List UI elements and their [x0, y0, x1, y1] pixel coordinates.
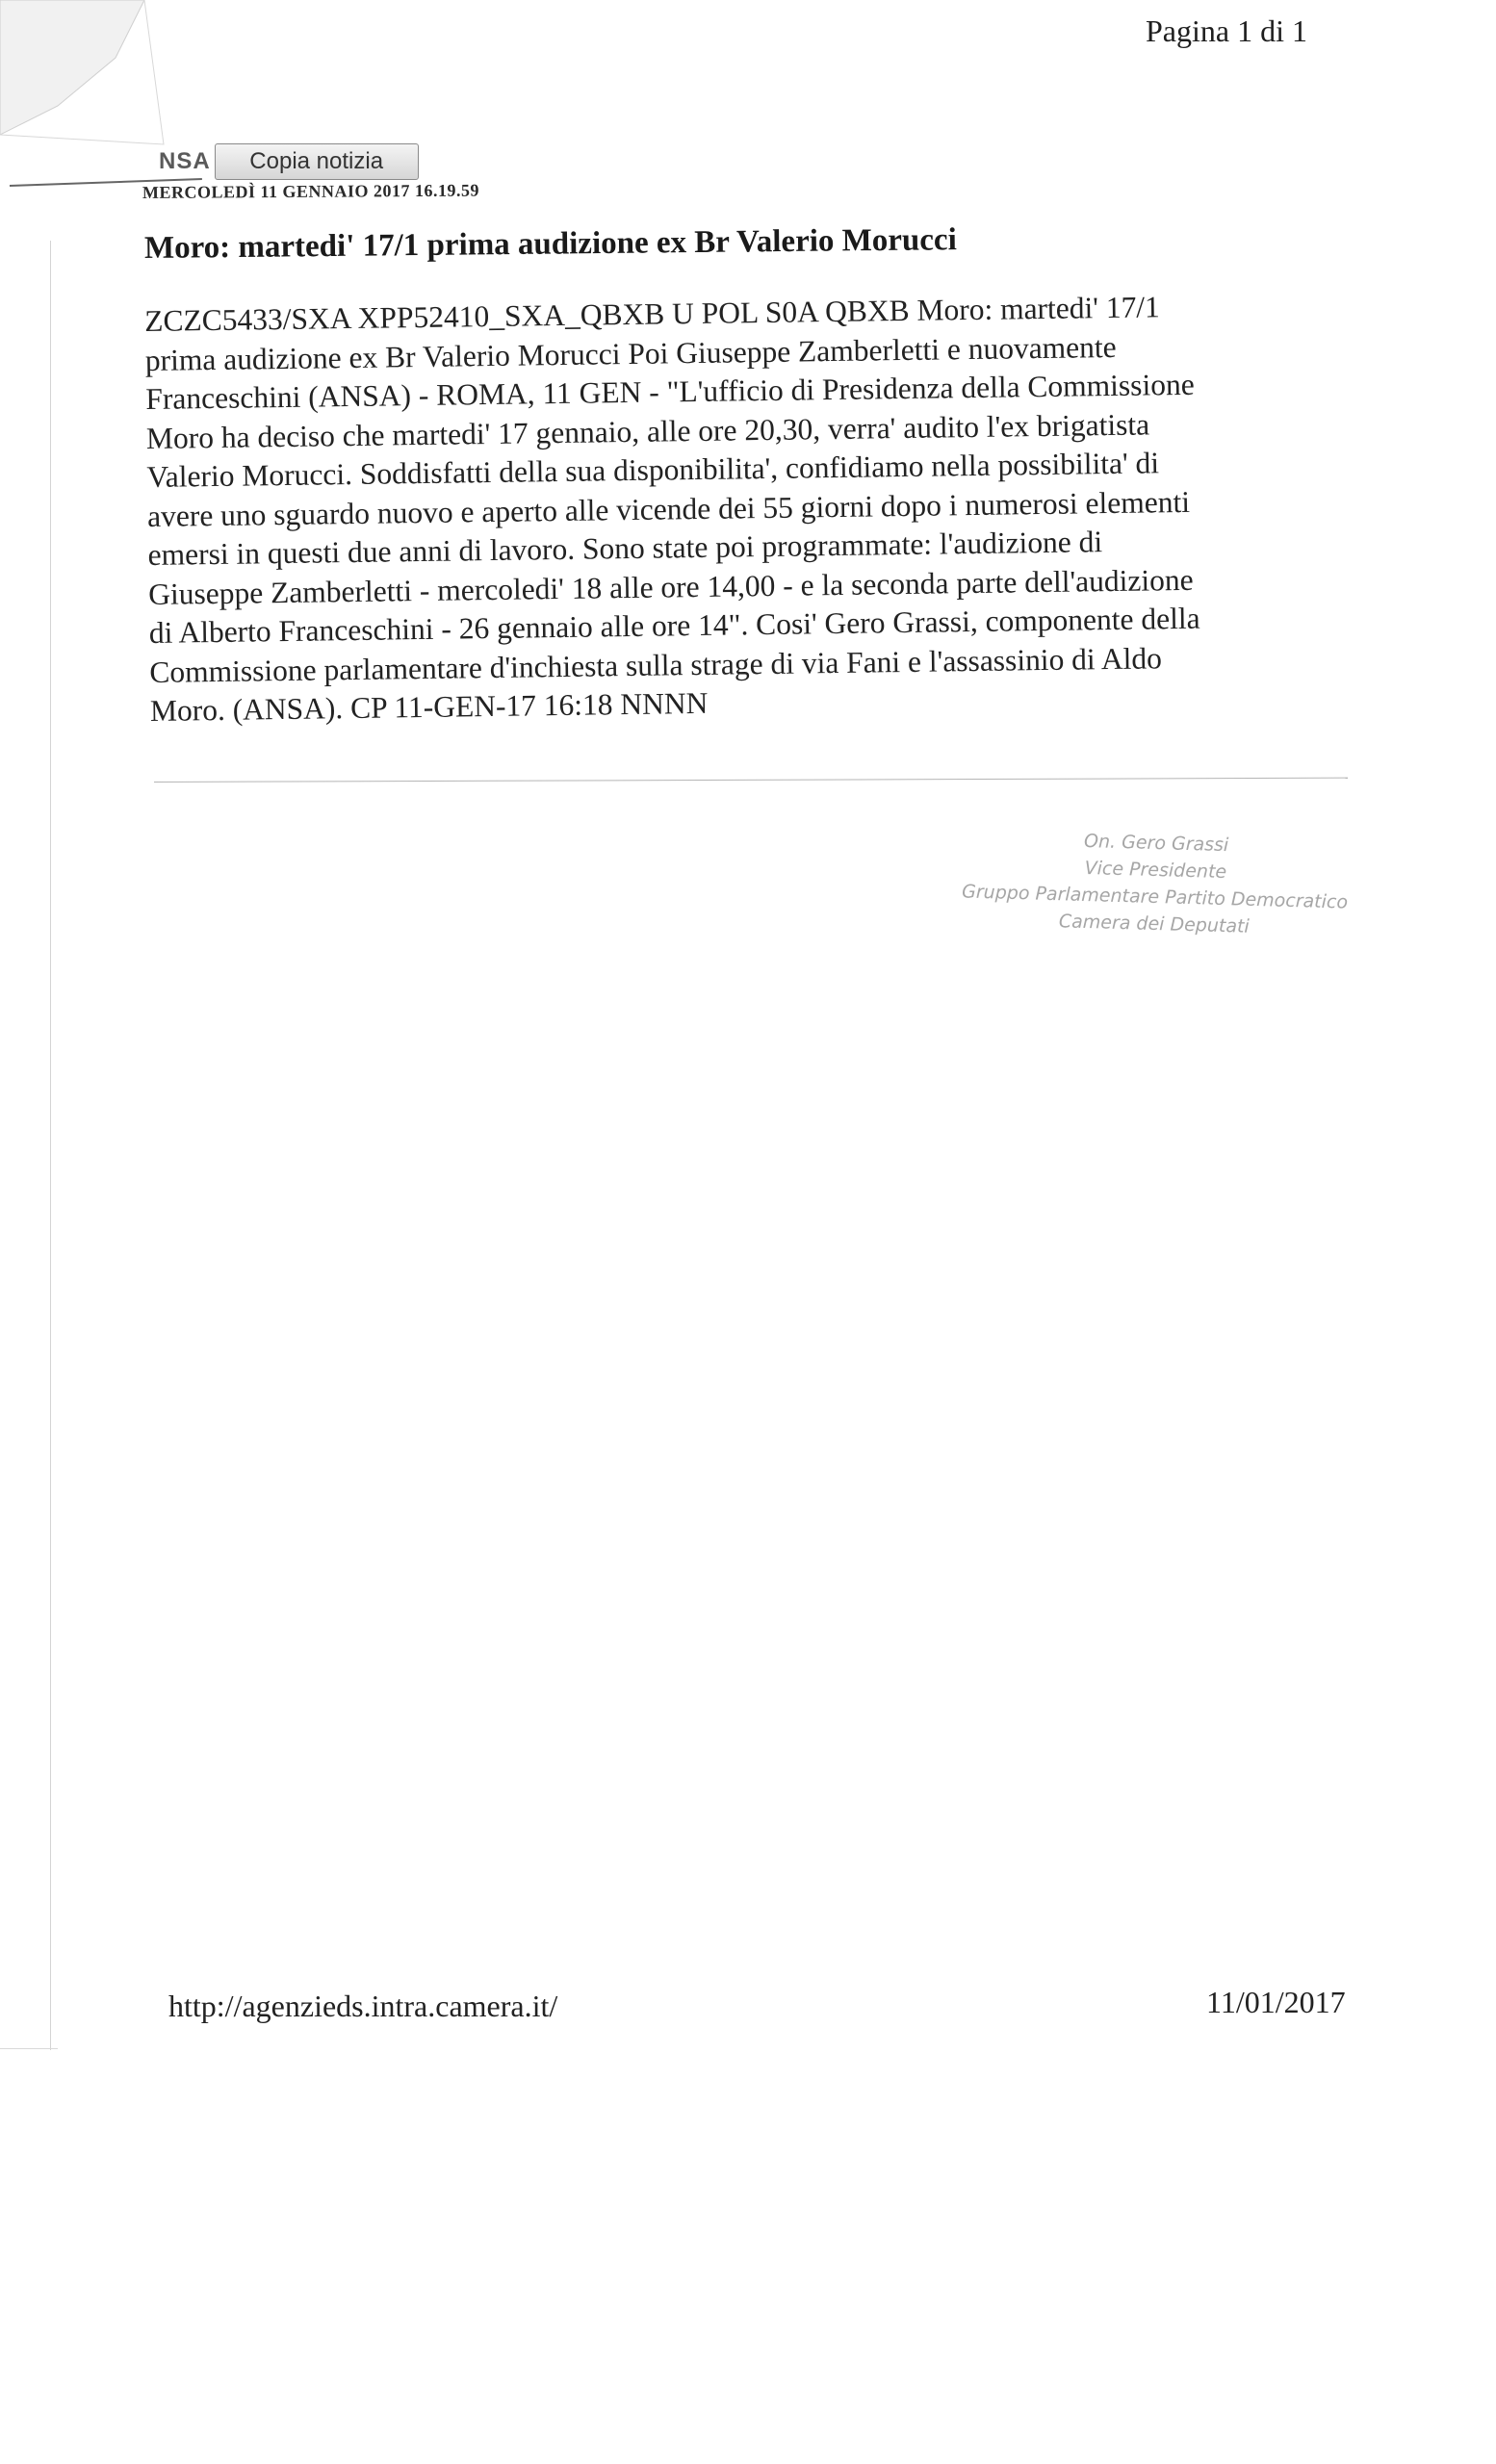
page-number: Pagina 1 di 1: [1146, 13, 1307, 48]
scan-edge-line: [0, 2048, 58, 2049]
footer-url: http://agenzieds.intra.camera.it/: [168, 1989, 558, 2023]
stamp-line: On. Gero Grassi: [1083, 830, 1229, 857]
stamp-line: Camera dei Deputati: [1058, 911, 1251, 937]
body-line: ZCZC5433/SXA XPP52410_SXA_QBXB U POL S0A QBXB Moro: martedi' 17/1: [144, 290, 1161, 338]
body-line: Valerio Morucci. Soddisfatti della sua disponibilita', confidiamo nella possibilita' di: [146, 446, 1160, 494]
body-line: Franceschini (ANSA) - ROMA, 11 GEN - "L'ufficio di Presidenza della Commissione: [145, 367, 1195, 416]
body-line: Commissione parlamentare d'inchiesta sulla strage di via Fani e l'assassinio di Aldo: [149, 640, 1163, 689]
divider: [154, 778, 1348, 783]
article-headline: Moro: martedi' 17/1 prima audizione ex Br Valerio Morucci: [143, 222, 957, 266]
scan-margin-line: [50, 241, 51, 2050]
stamp-line: Gruppo Parlamentare Partito Democratico: [961, 881, 1349, 913]
body-line: Giuseppe Zamberletti - mercoledi' 18 alle ore 14,00 - e la seconda parte dell'audizione: [147, 562, 1194, 611]
signature-stamp: [923, 823, 1388, 943]
article-body: [144, 285, 1373, 731]
agency-logo: NSA: [159, 148, 211, 174]
body-line: di Alberto Franceschini - 26 gennaio alle ore 14". Cosi' Gero Grassi, componente della: [148, 601, 1200, 650]
copy-news-button[interactable]: Copia notizia: [215, 143, 419, 180]
body-line: Moro ha deciso che martedi' 17 gennaio, alle ore 20,30, verra' audito l'ex brigatista: [145, 406, 1150, 455]
agency-header: [159, 142, 419, 181]
dateline: MERCOLEDÌ 11 GENNAIO 2017 16.19.59: [142, 180, 480, 202]
body-line: avere uno sguardo nuovo e aperto alle vicende dei 55 giorni dopo i numerosi elementi: [146, 484, 1191, 533]
body-line: emersi in questi due anni di lavoro. Sono state poi programmate: l'audizione di: [147, 525, 1103, 572]
stamp-line: Vice Presidente: [1084, 857, 1227, 884]
body-line: prima audizione ex Br Valerio Morucci Poi Giuseppe Zamberletti e nuovamente: [144, 329, 1117, 377]
footer-date: 11/01/2017: [1206, 1985, 1346, 2019]
body-line: Moro. (ANSA). CP 11-GEN-17 16:18 NNNN: [149, 685, 709, 728]
